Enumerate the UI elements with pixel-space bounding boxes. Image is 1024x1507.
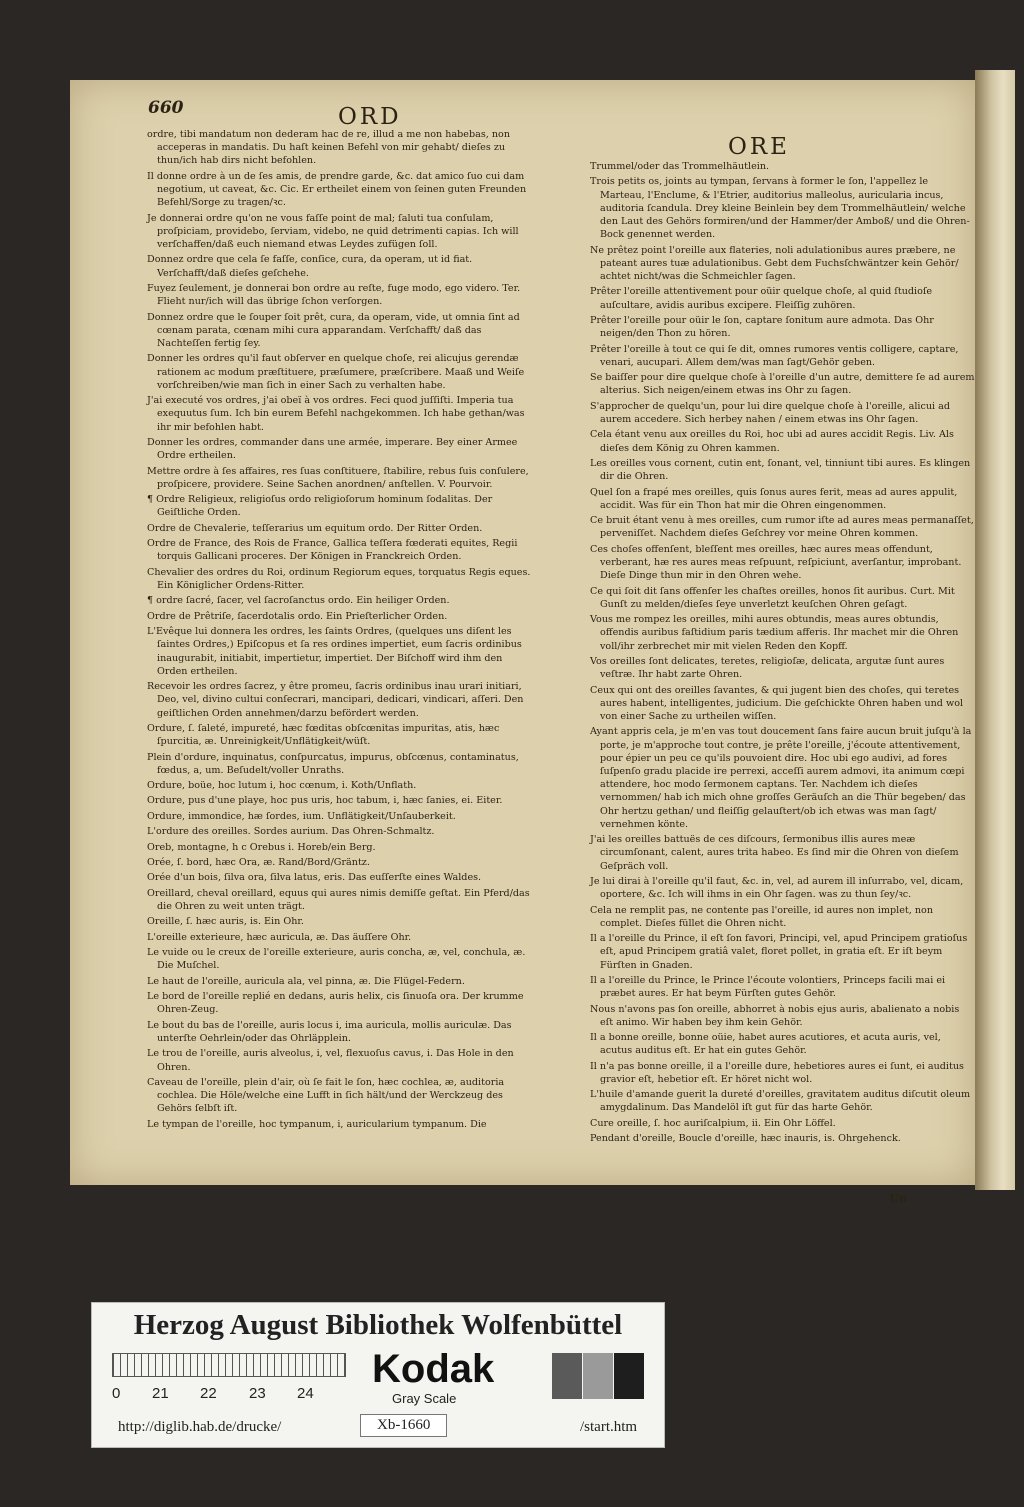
dictionary-entry: Ceux qui ont des oreilles ſavantes, & qui jugent bien des choſes, qui teretes aures habent, intelligentes, judicium. Die geſchickte Ohren haben und wol von einer Sache zu urtheilen wiſſen.: [590, 684, 964, 722]
dictionary-entry: Quel ſon a frapé mes oreilles, quis ſonus aures ferit, meas ad aures appulit, accidit. Was für ein Thon hat mir die Ohren eingenommen.: [590, 486, 958, 511]
dictionary-entry: Ces choſes offenſent, bleſſent mes oreilles, hæc aures meas offendunt, verberant, hæ res aures meas reſpuunt, reſpiciunt, averſantur, improbant. Dieſe Dinge thun mir in den Ohren wehe.: [590, 543, 962, 582]
dictionary-entry: Cure oreille, ſ. hoc auriſcalpium, ii. Ein Ohr Löffel.: [590, 1117, 836, 1129]
dictionary-entry: Le vuide ou le creux de l'oreille exterieure, auris concha, æ, vel, conchula, æ. Die Muſchel.: [147, 947, 526, 972]
dictionary-entry: Ordre de Prêtriſe, ſacerdotalis ordo. Ein Prieſterlicher Orden.: [147, 610, 448, 622]
scale-tick: 23: [249, 1385, 266, 1402]
dictionary-entry: Pendant d'oreille, Boucle d'oreille, hæc inauris, is. Ohrgehenck.: [590, 1133, 901, 1145]
gray-swatch: [614, 1353, 644, 1399]
library-color-card: [91, 1302, 665, 1448]
scale-tick: 24: [297, 1385, 314, 1402]
dictionary-entry: L'Evêque lui donnera les ordres, les ſaints Ordres, (quelques uns diſent les ſaintes Ordres,) Epiſcopus et ſa res ordines impertiet, eum ſacris ordinibus inaugurabit, initiabit, impertietur, impertiet. Der Biſchoff wird ihm den Orden ertheilen.: [147, 626, 522, 677]
dictionary-entry: Recevoir les ordres ſacrez, y être promeu, ſacris ordinibus inau urari initiari, Deo, vel, divino cultui conſecrari, mancipari, dedicari, vindicari, aſſeri. Den geiſtlichen Orden annehmen/darzu befördert werden.: [147, 681, 524, 719]
scale-tick: 22: [200, 1385, 217, 1402]
dictionary-entry: Ne prêtez point l'oreille aux flateries, noli adulationibus aures præbere, ne pateant aures tuæ adulationibus. Gebt dem Fuchsſchwäntzer kein Gehör/ achtet nicht/was die Schmeichler ſagen.: [590, 244, 959, 282]
card-title: Herzog August Bibliothek Wolfenbüttel: [133, 1309, 623, 1341]
dictionary-entry: Ordure, immondice, hæ ſordes, ium. Unflätigkeit/Unſauberkeit.: [147, 810, 456, 822]
dictionary-entry: Mettre ordre à ſes affaires, res ſuas conſtituere, ſtabilire, rebus ſuis conſulere, proſpicere, providere. Seine Sachen anordnen/ anſtellen. V. Pourvoir.: [147, 465, 529, 490]
dictionary-entry: Il a l'oreille du Prince, il eſt ſon favori, Principi, vel, apud Principem gratioſus eſt, apud Principem gratiâ valet, floret pollet, in gratia eſt. Er iſt beym Fürſten in Gnaden.: [590, 933, 968, 971]
dictionary-entry: L'oreille exterieure, hæc auricula, æ. Das äuſſere Ohr.: [147, 931, 412, 943]
book-page: [70, 80, 975, 1205]
dictionary-entry: Le bord de l'oreille replié en dedans, auris helix, cis ſinuoſa ora. Der krumme Ohren-Zeug.: [147, 991, 524, 1016]
shelf-mark: Xb-1660: [360, 1414, 447, 1437]
url-suffix: /start.htm: [580, 1419, 638, 1435]
right-column: [590, 160, 975, 1148]
gray-swatch: [583, 1353, 613, 1399]
dictionary-entry: Il a l'oreille du Prince, le Prince l'écoute volontiers, Princeps facili mai ei præbet aures. Er hat beym Fürſten gutes Gehör.: [590, 974, 946, 1000]
url-prefix: http://diglib.hab.de/drucke/: [118, 1419, 282, 1435]
dictionary-entry: L'huile d'amande guerit la dureté d'oreilles, gravitatem auditus diſcutit oleum amygdalinum. Das Mandelöl iſt gut für das harte Gehör.: [590, 1089, 971, 1114]
dictionary-entry: Donnez ordre que le ſouper ſoit prêt, cura, da operam, vide, ut omnia ſint ad cœnam parata, cœnam mihi cura apparandam. Verſchafft/ daß das Nachteſſen fertig ſey.: [147, 311, 520, 349]
dictionary-entry: Nous n'avons pas ſon oreille, abhorret à nobis ejus auris, abalienato a nobis eſt animo. Wir haben bey ihm kein Gehör.: [590, 1003, 960, 1028]
dictionary-entry: Ordure, ſ. ſaleté, impureté, hæc fœditas obſcœnitas impuritas, atis, hæc ſpurcitia, æ. Unreinigkeit/Unflätigkeit/wüſt.: [147, 722, 500, 748]
dictionary-entry: Ordre de France, des Rois de France, Gallica teſſera fœderati equites, Regii torquis Gallicani proceres. Der Königen in Franckreich Orden.: [147, 538, 518, 563]
dictionary-entry: Cela étant venu aux oreilles du Roi, hoc ubi ad aures accidit Regis. Liv. Als dieſes dem König zu Ohren kammen.: [590, 429, 954, 454]
gray-swatch: [552, 1353, 582, 1399]
dictionary-entry: Vos oreilles ſont delicates, teretes, religioſæ, delicata, argutæ ſunt aures veſtræ. Ihr habt zarte Ohren.: [590, 655, 945, 681]
next-page-edge: [975, 70, 1015, 1190]
dictionary-entry: ¶ Ordre Religieux, religioſus ordo religioſorum hominum ſodalitas. Der Geiſtliche Orden.: [147, 494, 493, 519]
dictionary-entry: Fuyez ſeulement, je donnerai bon ordre au reſte, fuge modo, ego videro. Ter. Flieht nur/ich will das übrige ſchon verſorgen.: [147, 282, 521, 308]
dictionary-entry: Le bout du bas de l'oreille, auris locus i, ima auricula, mollis auriculæ. Das unterſte Oehrlein/oder das Ohrläpplein.: [147, 1019, 512, 1044]
dictionary-entry: J'ai les oreilles battuës de ces diſcours, ſermonibus illis aures meæ circumſonant, calent, aures trita habeo. Es ſind mir die Ohren von dieſem Geſpräch voll.: [590, 834, 959, 872]
dictionary-entry: Le trou de l'oreille, auris alveolus, i, vel, flexuoſus cavus, i. Das Hole in den Ohren.: [147, 1048, 514, 1073]
dictionary-entry: Ordure, pus d'une playe, hoc pus uris, hoc tabum, i, hæc ſanies, ei. Eiter.: [147, 795, 503, 807]
dictionary-entry: Plein d'ordure, inquinatus, conſpurcatus, impurus, obſcœnus, contaminatus, fœdus, a, um. Beſudelt/voller Unraths.: [147, 751, 519, 776]
dictionary-entry: Il a bonne oreille, bonne oüie, habet aures acutiores, et acuta auris, vel, acutus auditus eſt. Er hat ein gutes Gehör.: [590, 1032, 941, 1057]
dictionary-entry: Donnez ordre que cela ſe faſſe, conſice, cura, da operam, ut id fiat. Verſchafft/daß dieſes geſchehe.: [147, 254, 473, 279]
dictionary-entry: Donner les ordres, commander dans une armée, imperare. Bey einer Armee Ordre ertheilen.: [147, 436, 518, 462]
dictionary-entry: Ce qui ſoit dit ſans offenſer les chaſtes oreilles, honos ſit auribus. Curt. Mit Gunſt zu melden/dieſes ſeye unverletzt keuſchen Ohren geſagt.: [590, 585, 955, 610]
dictionary-entry: Prêter l'oreille attentivement pour oüir quelque choſe, al quid ſtudioſe auſcultare, avidis auribus excipere. Fleiſſig zuhören.: [590, 286, 933, 311]
gray-scale-label: Gray Scale: [392, 1391, 457, 1406]
page-number: 660: [148, 98, 184, 118]
dictionary-entry: Chevalier des ordres du Roi, ordinum Regiorum eques, torquatus Regis eques. Ein Königlicher Ordens-Ritter.: [147, 566, 531, 591]
dictionary-entry: Le tympan de l'oreille, hoc tympanum, i, auricularium tympanum. Die: [147, 1118, 487, 1130]
gray-swatches: [552, 1353, 644, 1399]
dictionary-entry: Caveau de l'oreille, plein d'air, où ſe fait le ſon, hæc cochlea, æ, auditoria cochlea. Die Höle/welche eine Lufft in ſich hält/und der Werckzeug des Gehörs ſelbſt iſt.: [147, 1076, 505, 1115]
measurement-scale: [112, 1353, 346, 1377]
running-head-left: ORD: [338, 104, 402, 130]
dictionary-entry: Les oreilles vous cornent, cutin ent, ſonant, vel, tinniunt tibi aures. Es klingen dir die Ohren.: [590, 457, 971, 483]
scale-tick: 21: [152, 1385, 169, 1402]
dictionary-entry: ¶ ordre ſacré, ſacer, vel ſacroſanctus ordo. Ein heiliger Orden.: [147, 595, 450, 607]
dictionary-entry: J'ai executé vos ordres, j'ai obeï à vos ordres. Feci quod juſſiſti. Imperia tua exequutus ſum. Ich bin eurem Befehl nachgekommen. Ich habe gethan/was ihr mir befohlen habt.: [147, 395, 525, 433]
dictionary-entry: Je donnerai ordre qu'on ne vous faſſe point de mal; ſaluti tua conſulam, proſpiciam, providebo, ſerviam, videbo, ne quid detrimenti capias. Ich will verſchaffen/daß euch niemand etwas Leydes zufügen ſoll.: [147, 212, 519, 250]
dictionary-entry: ordre, tibi mandatum non dederam hac de re, illud a me non habebas, non acceperas in mandatis. Du haſt keinen Befehl von mir gehabt/ dieſes zu thun/ich hab dirs nicht befohlen.: [147, 129, 510, 167]
kodak-logo: Kodak: [372, 1347, 495, 1391]
dictionary-entry: Ayant appris cela, je m'en vas tout doucement ſans faire aucun bruit juſqu'à la porte, je m'approche tout contre, je prête l'oreille, j'écoute attentivement, pour épier un peu ce qu'ils pouvoient dire. Hoc ubi ego audivi, ad fores ſuſpenſo gradu placide ire perrexi, acceſſi aurem admovi, ita animum cœpi attendere, hoc modo ſermonem captans. Ter. Nachdem ich dieſes vernommen/ hab ich mich ohne groſſes Geräuſch an die Thür begeben/ das Ohr hertzu gethan/ und fleiſſig gelauſtert/ob ich etwas was man ſagt/ vernehmen könte.: [590, 726, 972, 830]
dictionary-entry: Prêter l'oreille à tout ce qui ſe dit, omnes rumores ventis colligere, captare, venari, aucupari. Allem dem/was man ſagt/Gehör geben.: [590, 343, 959, 368]
dictionary-entry: Orée d'un bois, ſilva ora, ſilva latus, eris. Das euſſerſte eines Waldes.: [147, 872, 482, 884]
dictionary-entry: Ordure, boüe, hoc lutum i, hoc cœnum, i. Koth/Unflath.: [147, 780, 417, 792]
dictionary-entry: Oreb, montagne, h c Orebus i. Horeb/ein Berg.: [147, 841, 376, 853]
running-head-right: ORE: [728, 134, 790, 160]
dictionary-entry: L'ordure des oreilles. Sordes aurium. Das Ohren-Schmaltz.: [147, 826, 435, 838]
dictionary-entry: Je lui dirai à l'oreille qu'il faut, &c. in, vel, ad aurem ill inſurrabo, vel, dicam, oportere, &c. Ich will ihms in ein Ohr ſagen. was zu thun ſey/ꝛc.: [590, 875, 964, 901]
dictionary-entry: Donner les ordres qu'il faut obſerver en quelque choſe, rei alicujus gerendæ rationem ac modum præſtituere, præſumere, præſcribere. Maaß und Weiſe vorſchreiben/wie man ſich in einer Sach zu verhalten habe.: [147, 353, 525, 391]
dictionary-entry: Vous me rompez les oreilles, mihi aures obtundis, meas aures obtundis, offendis auribus faſtidium paris tædium afferis. Ihr machet mir die Ohren voll/ihr zerbrechet mir mit vielen Reden den Kopff.: [590, 614, 959, 652]
dictionary-entry: Orée, ſ. bord, hæc Ora, æ. Rand/Bord/Gräntz.: [147, 857, 370, 869]
dictionary-entry: Ce bruit étant venu à mes oreilles, cum rumor iſte ad aures meas permanaſſet, perveniſſet. Nachdem dieſes Geſchrey vor meine Ohren kommen.: [590, 515, 974, 540]
left-column: [147, 128, 532, 1133]
dictionary-entry: Se baiſſer pour dire quelque choſe à l'oreille d'un autre, demittere ſe ad aurem alterius. Sich neigen/einem etwas ins Ohr zu ſagen.: [590, 372, 975, 397]
dictionary-entry: Prêter l'oreille pour oüir le ſon, captare ſonitum aure admota. Das Ohr neigen/den Thon zu hören.: [590, 314, 934, 340]
catchword: Un: [889, 1192, 907, 1205]
dictionary-entry: Le haut de l'oreille, auricula ala, vel pinna, æ. Die Flügel-Federn.: [147, 975, 465, 987]
dictionary-entry: Trummel/oder das Trommelhäutlein.: [590, 161, 770, 172]
dictionary-entry: S'approcher de quelqu'un, pour lui dire quelque choſe à l'oreille, alicui ad aurem accedere. Sich herbey nahen / einem etwas ins Ohr ſagen.: [590, 400, 951, 425]
scale-tick: 0: [112, 1385, 121, 1402]
dictionary-entry: Il donne ordre à un de ſes amis, de prendre garde, &c. dat amico ſuo cui dam negotium, ut caveat, &c. Cic. Er ertheilet einem von ſeinen guten Freunden Befehl/Sorge zu tragen/ꝛc.: [147, 170, 527, 209]
dictionary-entry: Oreillard, cheval oreillard, equus qui aures nimis demiſſe geſtat. Ein Pferd/das die Ohren zu weit unten trägt.: [147, 887, 530, 913]
dictionary-entry: Il n'a pas bonne oreille, il a l'oreille dure, hebetiores aures ei ſunt, ei auditus gravior eſt, hebetior eſt. Er höret nicht wol.: [590, 1060, 964, 1085]
dictionary-entry: Cela ne remplit pas, ne contente pas l'oreille, id aures non implet, non complet. Dieſes füllet die Ohren nicht.: [590, 904, 933, 929]
dictionary-entry: Trois petits os, joints au tympan, ſervans à former le ſon, l'appellez le Marteau, l'Enclume, & l'Etrier, auditorius malleolus, auricularia incus, auditoria ſcandula. Drey kleine Beinlein bey dem Trommelhäutlein/ welche den Laut des Gehörs formiren/und der Hammer/der Amboß/ und die Ohren-Bock genennet werden.: [590, 176, 970, 241]
dictionary-entry: Oreille, ſ. hæc auris, is. Ein Ohr.: [147, 916, 304, 928]
dictionary-entry: Ordre de Chevalerie, teſſerarius um equitum ordo. Der Ritter Orden.: [147, 522, 483, 534]
